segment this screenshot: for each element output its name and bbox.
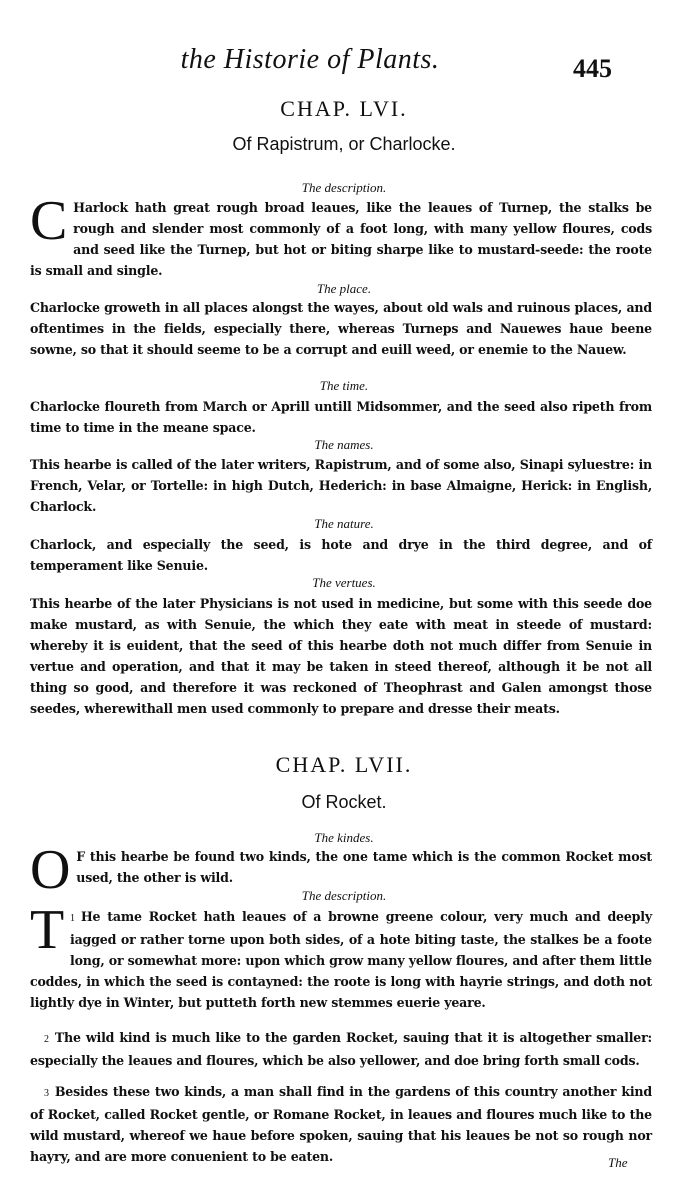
page-number: 445 — [573, 54, 612, 83]
catchword: The — [608, 1155, 628, 1170]
drop-cap: O — [30, 839, 71, 901]
chapter-57-title: Of Rocket. — [301, 792, 387, 812]
drop-cap: T — [30, 899, 65, 961]
item-number: 3 — [44, 1088, 49, 1099]
time-paragraph: Charlocke floureth from March or Aprill untill Midsommer, and the seed also ripeth from time to time in the meane space. — [30, 399, 652, 435]
drop-cap: C — [30, 190, 68, 252]
chapter-56-title: Of Rapistrum, or Charlocke. — [232, 134, 456, 154]
section-heading-place: The place. — [316, 281, 372, 296]
chapter-57-heading: CHAP. LVII. — [275, 752, 413, 777]
nature-paragraph: Charlock, and especially the seed, is hote and drye in the third degree, and of temperament like Senuie. — [30, 537, 652, 573]
rocket-item-2: 2 The wild kind is much like to the garden Rocket, sauing that it is altogether smaller: especially the leaues and floures, which be also yellower, and doe bring forth small cods. — [30, 1030, 652, 1068]
section-heading-names: The names. — [314, 437, 374, 452]
kindes-paragraph: O F this hearbe be found two kinds, the one tame which is the common Rocket most used, the other is wild. — [30, 839, 652, 901]
section-heading-kindes: The kindes. — [314, 830, 374, 845]
item-number: 1 — [70, 913, 75, 924]
section-heading-description-2: The description. — [301, 888, 387, 903]
item-number: 2 — [44, 1034, 49, 1045]
vertues-paragraph: This hearbe of the later Physicians is not used in medicine, but some with this seede doe make mustard, as with Senuie, the which they eate with meat in steede of mustard: whereby it is euident, that the seed of this hearbe doth not much differ from Senuie in vertue and operation, and that it may be taken in steed thereof, although it be not all thing so good, and therefore it was reckoned of Theophrast and Galen amongst those seedes, wherewithall men used commonly to prepare and dresse their meats. — [30, 596, 652, 716]
rocket-item-3: 3 Besides these two kinds, a man shall find in the gardens of this country another kind of Rocket, called Rocket gentle, or Romane Rocket, in leaues and floures much like to the wild mustard, whereof we haue before spoken, sauing that his leaues be not so rough nor hayry, and are more conuenient to be eaten. — [30, 1084, 652, 1164]
section-heading-vertues: The vertues. — [312, 575, 376, 590]
section-heading-time: The time. — [319, 378, 369, 393]
names-paragraph: This hearbe is called of the later writers, Rapistrum, and of some also, Sinapi syluestre: in French, Velar, or Tortelle: in high Dutch, Hederich: in base Almaigne, Herick: in English, Charlock. — [30, 457, 652, 514]
running-head: the Historie of Plants. — [180, 44, 440, 75]
chapter-56-heading: CHAP. LVI. — [280, 96, 408, 121]
description-paragraph: C Harlock hath great rough broad leaues, like the leaues of Turnep, the stalks be rough and slender most commonly of a foot long, with many yellow floures, cods and seed like the Turnep, but hot or biting sharpe like to mustard-seede: the roote is small and single. — [30, 190, 652, 278]
rocket-item-1: 1 T He tame Rocket hath leaues of a browne greene colour, very much and deeply iagged or rather torne upon both sides, of a hote biting taste, the stalkes be a foote long, or somewhat more: upon which grow many yellow floures, and after them little coddes, in which the seed is contayned: the roote is long with hayrie strings, and doth not lightly dye in Winter, but putteth forth new stemmes euerie yeare. — [30, 899, 652, 1010]
place-paragraph: Charlocke groweth in all places alongst the wayes, about old wals and ruinous places, and oftentimes in the fields, especially there, whereas Turneps and Nauewes haue beene sowne, so that it should seeme to be a corrupt and euill weed, or enemie to the Nauew. — [30, 300, 652, 357]
section-heading-nature: The nature. — [314, 516, 374, 531]
section-heading-description: The description. — [301, 180, 387, 195]
